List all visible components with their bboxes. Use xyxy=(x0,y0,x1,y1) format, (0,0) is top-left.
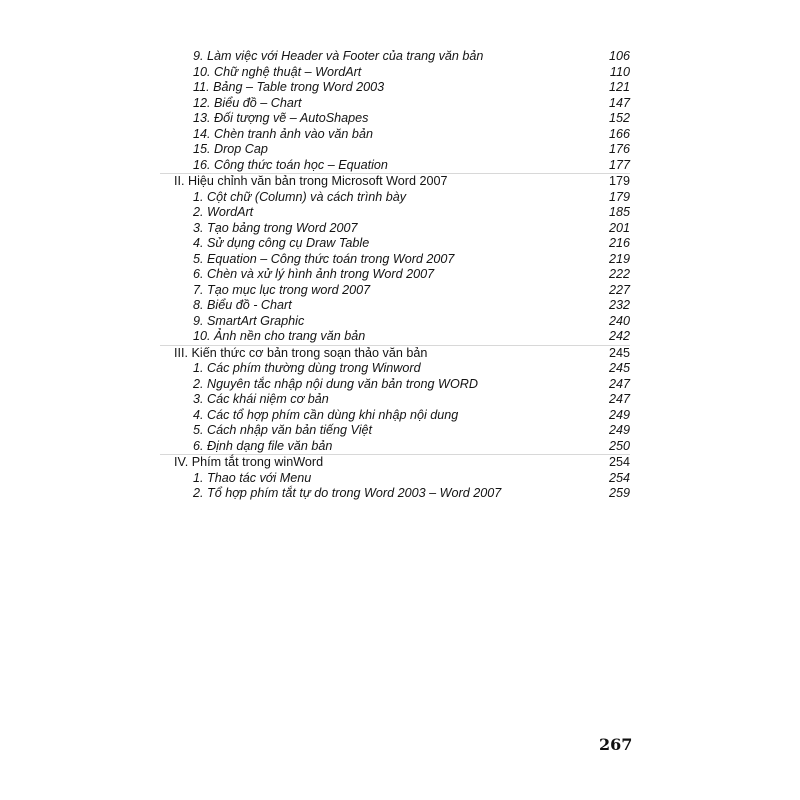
toc-entry xyxy=(160,377,630,393)
toc-entry xyxy=(160,283,630,299)
toc-entry-title: 1. Các phím thường dùng trong Winword xyxy=(193,361,421,375)
toc-entry-title: 2. WordArt xyxy=(193,205,254,219)
toc-entry-title: 15. Drop Cap xyxy=(193,142,268,156)
toc-entry xyxy=(160,158,630,174)
toc-entry-title: 13. Đối tượng vẽ – AutoShapes xyxy=(193,111,369,125)
toc-entry-title: 10. Chữ nghệ thuật – WordArt xyxy=(193,64,362,79)
toc-entry xyxy=(160,314,630,330)
toc-entry xyxy=(160,205,630,221)
toc-entry xyxy=(160,471,630,487)
toc-entry-title: 11. Bảng – Table trong Word 2003 xyxy=(193,80,385,94)
toc-section-heading xyxy=(160,173,630,190)
toc-entry-page: 240 xyxy=(608,313,630,328)
toc-entry-page: 254 xyxy=(608,470,630,485)
toc-entry-page: 245 xyxy=(608,361,630,375)
toc-entry-title: 8. Biểu đồ - Chart xyxy=(193,298,292,312)
toc-entry-page: 201 xyxy=(608,220,630,235)
toc-section-page: 245 xyxy=(608,345,630,360)
toc-entry xyxy=(160,190,630,206)
toc-entry-page: 247 xyxy=(608,392,630,406)
toc-entry-title: 4. Sử dụng công cụ Draw Table xyxy=(193,236,370,250)
toc-entry-title: 5. Equation – Công thức toán trong Word 2007 xyxy=(193,251,455,266)
toc-entry xyxy=(160,267,630,283)
toc-entry-page: 250 xyxy=(608,438,630,453)
toc-entry-page: 179 xyxy=(608,189,630,204)
toc-entry-title: 14. Chèn tranh ảnh vào văn bản xyxy=(193,126,373,141)
toc-entry xyxy=(160,298,630,314)
toc-entry-page: 166 xyxy=(608,126,630,141)
toc-entry-title: 6. Chèn và xử lý hình ảnh trong Word 2007 xyxy=(193,267,435,281)
toc-entry-title: 1. Thao tác với Menu xyxy=(193,470,312,485)
toc-entry-title: 2. Nguyên tắc nhập nội dung văn bản trong WORD xyxy=(193,376,478,391)
toc-entry xyxy=(160,408,630,424)
toc-entry xyxy=(160,361,630,377)
toc-entry-title: 12. Biểu đồ – Chart xyxy=(193,95,302,110)
toc-section-heading xyxy=(160,454,630,471)
toc-entry-title: 5. Cách nhập văn bản tiếng Việt xyxy=(193,423,373,437)
toc-entry-title: 3. Tạo bảng trong Word 2007 xyxy=(193,220,358,235)
toc-entry-page: 249 xyxy=(608,423,630,437)
toc-entry-page: 227 xyxy=(608,282,630,297)
toc-entry xyxy=(160,127,630,143)
toc-entry xyxy=(160,80,630,96)
toc-entry-title: 9. Làm việc với Header và Footer của trang văn bản xyxy=(193,49,484,63)
toc-entry-title: 1. Cột chữ (Column) và cách trình bày xyxy=(193,189,407,204)
toc-entry-page: 232 xyxy=(608,298,630,312)
toc-entry-page: 177 xyxy=(608,157,630,172)
toc-entry xyxy=(160,236,630,252)
toc-entry-page: 185 xyxy=(608,205,630,219)
table-of-contents xyxy=(160,49,630,502)
toc-entry-page: 259 xyxy=(608,486,630,500)
toc-entry xyxy=(160,423,630,439)
toc-entry-page: 106 xyxy=(608,49,630,63)
toc-entry xyxy=(160,486,630,502)
toc-entry-page: 110 xyxy=(609,64,630,79)
toc-entry-title: 2. Tổ hợp phím tắt tự do trong Word 2003 – Word 2007 xyxy=(193,486,502,500)
toc-section-page: 254 xyxy=(608,455,630,469)
toc-entry xyxy=(160,221,630,237)
toc-section-page: 179 xyxy=(608,174,630,188)
toc-entry-page: 242 xyxy=(608,329,630,343)
toc-entry xyxy=(160,252,630,268)
toc-entry-page: 152 xyxy=(608,111,630,125)
toc-entry-page: 249 xyxy=(608,407,630,422)
toc-section-title: II. Hiệu chỉnh văn bản trong Microsoft Word 2007 xyxy=(174,174,448,188)
page-number: 267 xyxy=(599,735,633,754)
toc-entry-page: 247 xyxy=(608,376,630,391)
toc-entry xyxy=(160,111,630,127)
toc-entry-title: 9. SmartArt Graphic xyxy=(193,313,305,328)
toc-entry-title: 4. Các tổ hợp phím cần dùng khi nhập nội dung xyxy=(193,407,459,422)
toc-entry-page: 222 xyxy=(608,267,630,281)
toc-entry-page: 219 xyxy=(608,251,630,266)
toc-entry xyxy=(160,96,630,112)
toc-entry xyxy=(160,392,630,408)
toc-entry xyxy=(160,49,630,65)
toc-entry xyxy=(160,65,630,81)
toc-entry-page: 176 xyxy=(608,142,630,156)
toc-entry-title: 16. Công thức toán học – Equation xyxy=(193,157,388,172)
toc-entry-page: 216 xyxy=(608,236,630,250)
toc-entry-page: 147 xyxy=(608,95,630,110)
toc-entry xyxy=(160,329,630,345)
toc-entry-page: 121 xyxy=(608,80,630,94)
toc-entry-title: 6. Định dạng file văn bản xyxy=(193,438,333,453)
toc-entry-title: 3. Các khái niệm cơ bản xyxy=(193,392,329,406)
toc-entry xyxy=(160,142,630,158)
toc-section-title: III. Kiến thức cơ bản trong soạn thảo văn bản xyxy=(174,345,428,360)
toc-entry-title: 10. Ảnh nền cho trang văn bản xyxy=(193,329,366,343)
toc-entry-title: 7. Tạo mục lục trong word 2007 xyxy=(193,282,371,297)
toc-entry xyxy=(160,439,630,455)
toc-section-heading xyxy=(160,345,630,362)
toc-section-title: IV. Phím tắt trong winWord xyxy=(174,455,324,469)
